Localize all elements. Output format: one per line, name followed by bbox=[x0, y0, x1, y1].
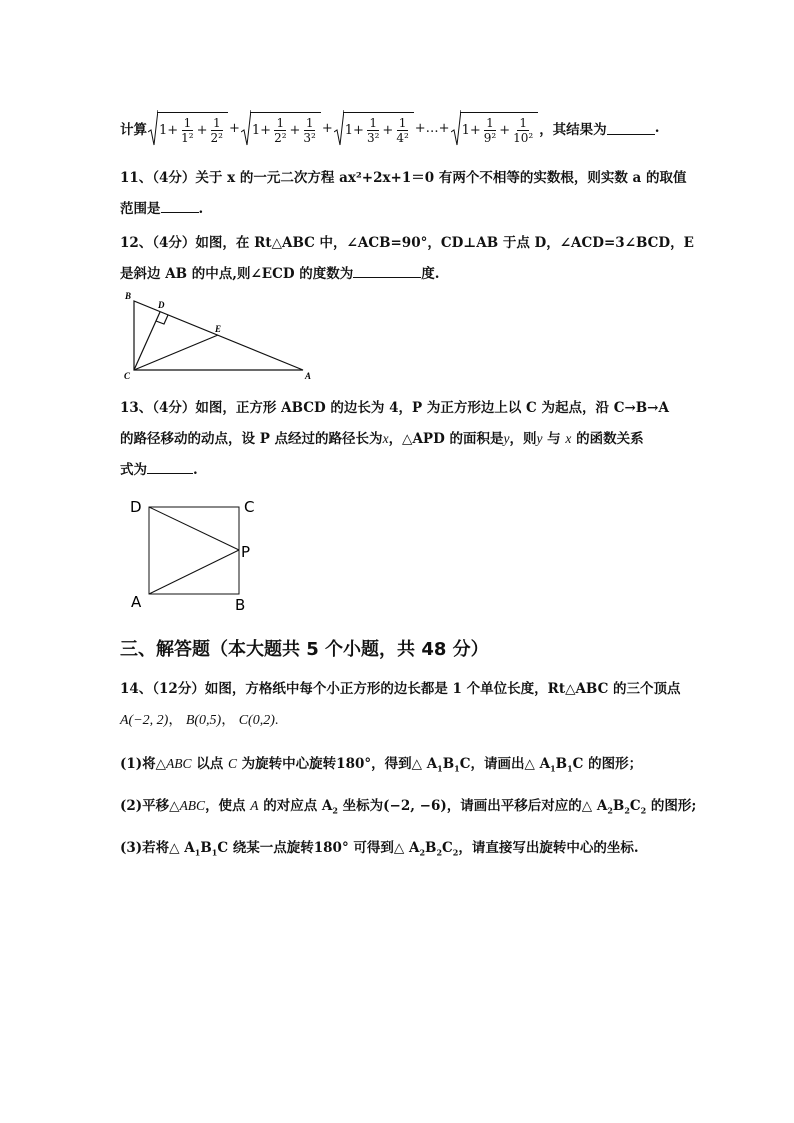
label-c: C bbox=[124, 371, 131, 381]
answer-blank[interactable] bbox=[353, 265, 421, 278]
fraction: $\frac{1}{\text{4²}}$ bbox=[396, 115, 409, 145]
q13-line3: 式为 . bbox=[120, 462, 198, 478]
label-b: B bbox=[235, 596, 246, 614]
fraction: $\frac{1}{\text{2²}}$ bbox=[210, 115, 223, 145]
fraction: $\frac{1}{\text{10²}}$ bbox=[513, 115, 534, 145]
q13-line2: 的路径移动的动点，设 P 点经过的路径长为x，△APD 的面积是y，则y 与 x 的函数关系 bbox=[120, 431, 644, 447]
label-b: B bbox=[125, 291, 132, 301]
label-c: C bbox=[244, 498, 255, 516]
segment-dp bbox=[149, 507, 239, 550]
q10-line: 计算 1+ $\frac{1}{\text{1²}}$ + $\frac{1}{\text{2²}}$ + 1+ $\frac{1}{\text{2²}}$ + $\frac{1}{\text{3²}}$ + 1+ $\frac{1}{\text{3²}}$ + $\frac{1}{\text{4²}}$ +…+ 1+ $\frac{1}{\text{9²}}$ + $\frac{1}{\text{10²}}$ ，其结果为 . bbox=[120, 108, 659, 148]
label-e: E bbox=[215, 324, 222, 334]
label-d: D bbox=[158, 300, 165, 310]
label-d: D bbox=[130, 498, 142, 516]
q12-line1: 12、（4分）如图，在 Rt△ABC 中，∠ACB=90°，CD⊥AB 于点 D，∠ACD=3∠BCD，E bbox=[120, 235, 694, 251]
label-a: A bbox=[131, 593, 142, 611]
fraction: $\frac{1}{\text{9²}}$ bbox=[483, 115, 497, 145]
radical-1: 1+ $\frac{1}{\text{1²}}$ + $\frac{1}{\text{2²}}$ bbox=[148, 110, 228, 146]
q11-line1: 11、（4分）关于 x 的一元二次方程 ax²+2x+1＝0 有两个不相等的实数根，则实数 a 的取值 bbox=[120, 170, 687, 186]
q14-line1: 14、（12分）如图，方格纸中每个小正方形的边长都是 1 个单位长度，Rt△ABC 的三个顶点 bbox=[120, 681, 681, 697]
fraction: $\frac{1}{\text{3²}}$ bbox=[366, 115, 380, 145]
q13-square-figure bbox=[125, 495, 275, 615]
q11-line2: 范围是 . bbox=[120, 201, 204, 217]
radical-2: 1+ $\frac{1}{\text{2²}}$ + $\frac{1}{\text{3²}}$ bbox=[241, 110, 321, 146]
segment-ap bbox=[149, 550, 239, 594]
q13-line1: 13、（4分）如图，正方形 ABCD 的边长为 4，P 为正方形边上以 C 为起点，沿 C→B→A bbox=[120, 400, 669, 416]
fraction: $\frac{1}{\text{2²}}$ bbox=[274, 115, 287, 145]
q10-prefix: 计算 bbox=[120, 122, 147, 138]
radical-3: 1+ $\frac{1}{\text{3²}}$ + $\frac{1}{\text{4²}}$ bbox=[334, 110, 414, 146]
q14-coords: A(−2, 2)， B(0,5)， C(0,2). bbox=[120, 713, 279, 728]
radical-4: 1+ $\frac{1}{\text{9²}}$ + $\frac{1}{\text{10²}}$ bbox=[451, 110, 539, 146]
fraction: $\frac{1}{\text{3²}}$ bbox=[303, 115, 316, 145]
radical-one: 1+ bbox=[159, 122, 179, 138]
q12-triangle-figure bbox=[118, 288, 318, 383]
answer-blank[interactable] bbox=[161, 200, 199, 213]
label-a: A bbox=[305, 371, 312, 381]
segment-ce bbox=[134, 335, 218, 370]
answer-blank[interactable] bbox=[607, 122, 655, 135]
q14-part3: (3)若将△ $A_1B_1C$ 绕某一点旋转180° 可得到△ $A_2B_2C_2$，请直接写出旋转中心的坐标. bbox=[120, 840, 639, 858]
q14-part1: (1)将△ABC 以点 C 为旋转中心旋转180°，得到△ $A_1B_1C$，请画出△ $A_1B_1C$ 的图形； bbox=[120, 756, 643, 774]
ellipsis: +…+ bbox=[414, 120, 450, 136]
label-p: P bbox=[241, 543, 251, 561]
q14-part2: (2)平移△ABC，使点 A 的对应点 $A_2$ 坐标为(−2, −6)，请画出平移后对应的△ $A_2B_2C_2$ 的图形; bbox=[120, 798, 697, 816]
q10-suffix: ，其结果为 bbox=[539, 122, 607, 138]
q12-line2: 是斜边 AB 的中点,则∠ECD 的度数为 度. bbox=[120, 266, 440, 282]
fraction: $\frac{1}{\text{1²}}$ bbox=[181, 115, 194, 145]
square-abcd bbox=[149, 507, 239, 594]
answer-blank[interactable] bbox=[147, 461, 193, 474]
section-title: 三、解答题（本大题共 5 个小题，共 48 分） bbox=[120, 639, 489, 660]
